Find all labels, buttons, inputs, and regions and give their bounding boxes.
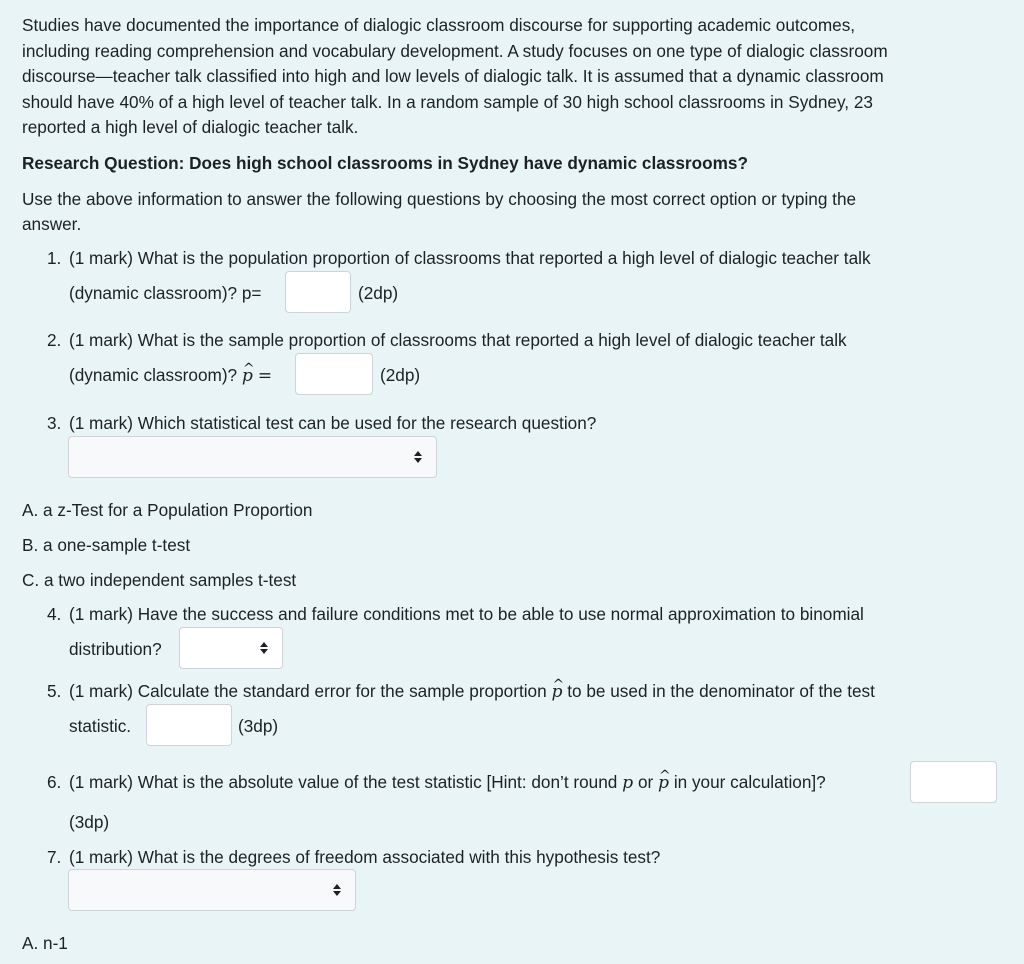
- test-statistic-input[interactable]: [910, 761, 997, 803]
- instructions-line: answer.: [22, 214, 82, 235]
- question-4-line2: distribution?: [69, 639, 162, 659]
- intro-line: including reading comprehension and vocabulary development. A study focuses on one type of dialogic classroom: [22, 40, 888, 61]
- question-text: (1 mark) What is the sample proportion of classrooms that reported a high level of dialogic teacher talk: [69, 330, 847, 350]
- research-question: Research Question: Does high school classrooms in Sydney have dynamic classrooms?: [22, 152, 748, 173]
- or-text: or: [637, 772, 654, 792]
- question-text: (1 mark) Calculate the standard error for the sample proportion: [69, 681, 547, 701]
- population-proportion-input[interactable]: [285, 271, 351, 313]
- question-5-suffix: (3dp): [238, 716, 279, 736]
- question-1-suffix: (2dp): [358, 283, 399, 303]
- intro-line: reported a high level of dialogic teacher talk.: [22, 117, 359, 138]
- question-number: 6.: [47, 772, 62, 792]
- instructions: [22, 187, 1002, 238]
- instructions-line: Use the above information to answer the following questions by choosing the most correct option or typing the: [22, 188, 857, 209]
- question-number: 2.: [47, 330, 62, 350]
- question-3: [47, 411, 596, 437]
- question-5: [47, 679, 875, 706]
- intro-line: Studies have documented the importance of dialogic classroom discourse for supporting academic outcomes,: [22, 15, 856, 35]
- question-1-line2: (dynamic classroom)? p=: [69, 283, 262, 303]
- question-5-line2: statistic.: [69, 716, 132, 736]
- question-text: to be used in the denominator of the test: [567, 681, 875, 701]
- conditions-met-select[interactable]: [179, 627, 283, 669]
- p-hat-symbol: ^ p: [551, 682, 562, 702]
- sample-proportion-input[interactable]: [295, 353, 373, 395]
- question-6: [47, 770, 826, 797]
- q7-option-a: A. n-1: [22, 933, 68, 953]
- question-text: (1 mark) What is the degrees of freedom associated with this hypothesis test?: [69, 847, 661, 867]
- question-1: [47, 246, 871, 272]
- p-hat-symbol: ^ p: [242, 366, 253, 386]
- question-number: 1.: [47, 248, 62, 268]
- p-hat-symbol: ^ p: [658, 773, 669, 793]
- question-7: [47, 845, 660, 871]
- degrees-of-freedom-select[interactable]: [68, 869, 356, 911]
- intro-line: discourse—teacher talk classified into high and low levels of dialogic talk. It is assumed that a dynamic classroom: [22, 66, 884, 87]
- question-number: 7.: [47, 847, 62, 867]
- p-symbol: p: [622, 773, 634, 793]
- question-number: 3.: [47, 413, 62, 433]
- q3-option-a: A. a z-Test for a Population Proportion: [22, 500, 313, 520]
- statistical-test-select[interactable]: [68, 436, 437, 478]
- intro-line: should have 40% of a high level of teacher talk. In a random sample of 30 high school classrooms in Sydney, 23: [22, 91, 873, 112]
- select-arrows-icon: [260, 642, 268, 654]
- question-2-suffix: (2dp): [380, 365, 421, 385]
- question-6-line2: (3dp): [69, 812, 110, 832]
- select-arrows-icon: [333, 884, 341, 896]
- question-2-line2: [69, 363, 272, 390]
- question-4: [47, 602, 864, 628]
- intro-paragraph: [22, 13, 1002, 141]
- question-text: (1 mark) Have the success and failure conditions met to be able to use normal approximation to binomial: [69, 604, 864, 624]
- equals-sign: =: [257, 366, 273, 386]
- q3-option-c: C. a two independent samples t-test: [22, 570, 297, 590]
- select-arrows-icon: [414, 451, 422, 463]
- question-2: [47, 328, 847, 354]
- q3-option-b: B. a one-sample t-test: [22, 535, 191, 555]
- question-2-text: (dynamic classroom)?: [69, 365, 238, 385]
- question-number: 4.: [47, 604, 62, 624]
- standard-error-input[interactable]: [146, 704, 232, 746]
- question-text: (1 mark) What is the population proportion of classrooms that reported a high level of dialogic teacher talk: [69, 248, 871, 268]
- question-text: in your calculation]?: [673, 772, 826, 792]
- question-text: (1 mark) What is the absolute value of the test statistic [Hint: don’t round: [69, 772, 618, 792]
- question-number: 5.: [47, 681, 62, 701]
- question-text: (1 mark) Which statistical test can be used for the research question?: [69, 413, 597, 433]
